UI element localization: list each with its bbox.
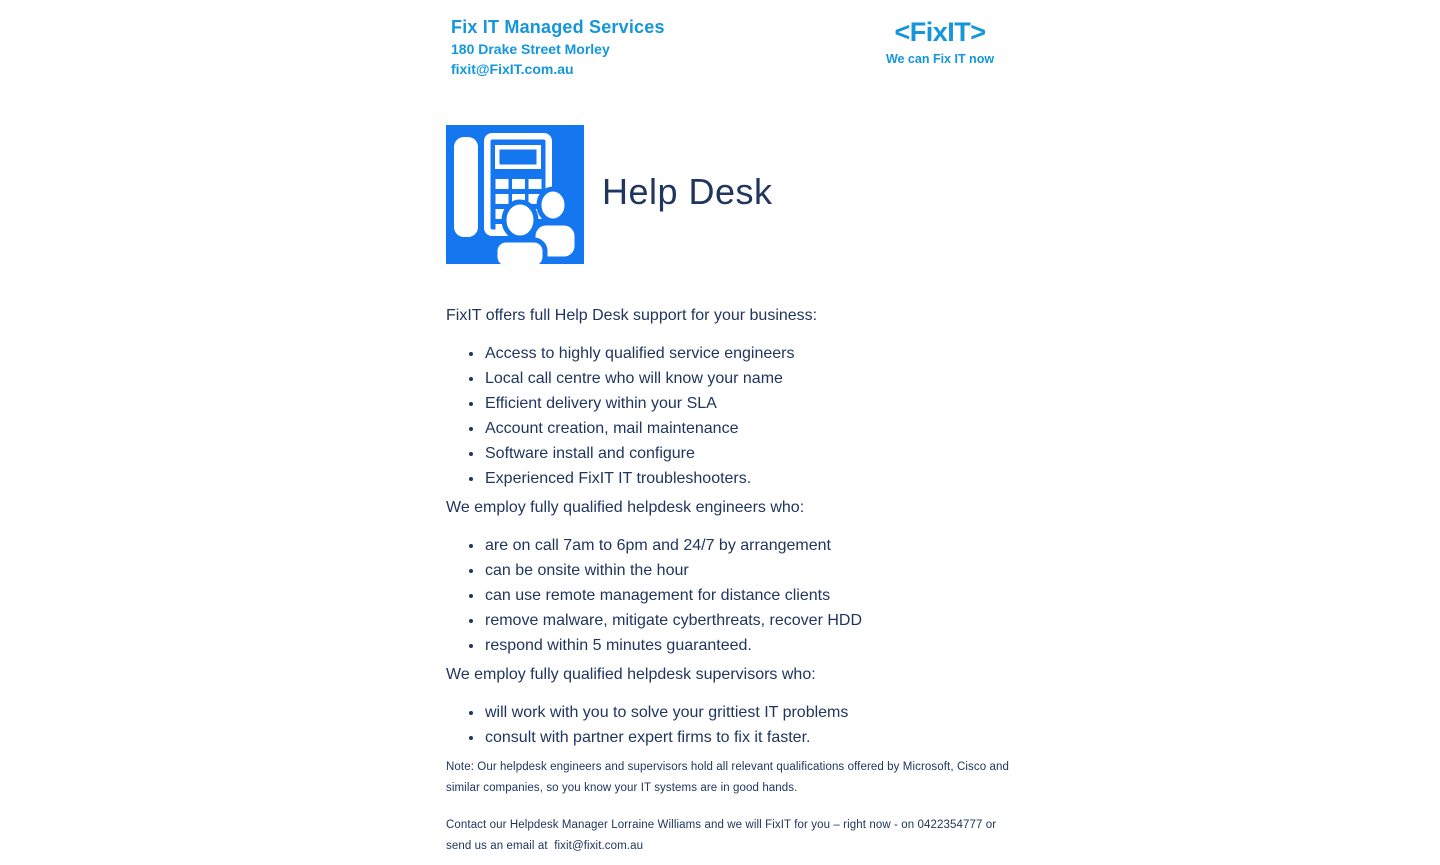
note-text: Note: Our helpdesk engineers and supervisors hold all relevant qualifications offered by Microsoft, Cisco and similar companies, so you know your IT systems are in good hands. xyxy=(446,761,1009,794)
page-title: Help Desk xyxy=(602,171,773,212)
company-name: Fix IT Managed Services xyxy=(451,17,665,37)
fixit-logo-tagline: We can Fix IT now xyxy=(885,52,995,66)
bullet-item: • Local call centre who will know your name xyxy=(484,366,1021,391)
bullet-item: • respond within 5 minutes guaranteed. xyxy=(484,633,1021,658)
bullet-item: • Account creation, mail maintenance xyxy=(484,416,1021,441)
section-intro-offer: FixIT offers full Help Desk support for your business: xyxy=(446,307,818,324)
company-email: fixit@FixIT.com.au xyxy=(451,61,574,77)
bullet-list-supervisors xyxy=(446,700,1021,750)
bullet-item: • consult with partner expert firms to fix it faster. xyxy=(484,725,1021,750)
bullet-item: • Software install and configure xyxy=(484,441,1021,466)
bullet-item: • Efficient delivery within your SLA xyxy=(484,391,1021,416)
header xyxy=(451,16,665,79)
bullet-list-offer xyxy=(446,341,1021,491)
bullet-list-engineers xyxy=(446,533,1021,658)
bullet-item: • can be onsite within the hour xyxy=(484,558,1021,583)
helpdesk-phone-icon xyxy=(446,125,584,264)
bullet-item: • remove malware, mitigate cyberthreats, recover HDD xyxy=(484,608,1021,633)
bullet-item: • Access to highly qualified service engineers xyxy=(484,341,1021,366)
fixit-logo xyxy=(878,16,1002,67)
section-intro-engineers: We employ fully qualified helpdesk engineers who: xyxy=(446,499,805,516)
contact-text: Contact our Helpdesk Manager Lorraine Williams and we will FixIT for you – right now - on 0422354777 or send us an email at fixit@fixit.com.au xyxy=(446,819,1000,852)
bullet-item: • will work with you to solve your grittiest IT problems xyxy=(484,700,1021,725)
bullet-item: • Experienced FixIT IT troubleshooters. xyxy=(484,466,1021,491)
bullet-item: • are on call 7am to 6pm and 24/7 by arrangement xyxy=(484,533,1021,558)
section-intro-supervisors: We employ fully qualified helpdesk supervisors who: xyxy=(446,666,816,683)
fixit-logo-wordmark: <FixIT> xyxy=(894,17,986,47)
body-content xyxy=(446,306,1021,857)
company-address: 180 Drake Street Morley xyxy=(451,41,610,57)
bullet-item: • can use remote management for distance clients xyxy=(484,583,1021,608)
